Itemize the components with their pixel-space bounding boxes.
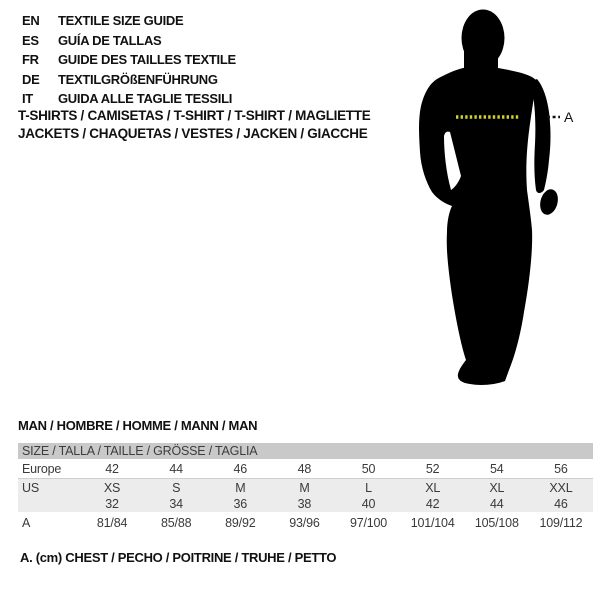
table-cell: 44 <box>169 461 183 476</box>
table-cell: 40 <box>361 497 376 511</box>
lang-label: GUIDA ALLE TAGLIE TESSILI <box>58 91 233 106</box>
table-cell: 93/96 <box>289 515 320 530</box>
lang-row-en <box>22 11 236 31</box>
measurement-footnote: A. (cm) CHEST / PECHO / POITRINE / TRUHE / PETTO <box>20 550 337 565</box>
table-cell: L <box>365 480 372 495</box>
lang-code: FR <box>22 52 39 67</box>
row-label: A <box>22 515 31 530</box>
table-cell: XS <box>103 480 121 495</box>
lang-row-de <box>22 70 236 90</box>
table-cell: 42 <box>105 461 119 476</box>
table-cell: 105/108 <box>474 515 519 530</box>
lang-code: IT <box>22 91 33 106</box>
section-heading-man: MAN / HOMBRE / HOMME / MANN / MAN <box>18 418 258 433</box>
table-row-chest-cm <box>18 512 593 533</box>
table-cell: M <box>299 480 310 495</box>
language-guide-list <box>22 11 236 109</box>
table-cell: 32 <box>105 497 119 511</box>
table-cell: 56 <box>554 461 568 476</box>
table-cell: 101/104 <box>410 515 455 530</box>
size-table <box>18 443 593 533</box>
lang-label: GUIDE DES TAILLES TEXTILE <box>58 52 236 67</box>
table-cell: S <box>172 480 181 495</box>
lang-row-es <box>22 31 236 51</box>
size-table-header: SIZE / TALLA / TAILLE / GRÖSSE / TAGLIA <box>18 443 593 459</box>
table-cell: 38 <box>297 497 312 511</box>
table-cell: XL <box>489 480 505 495</box>
lang-label: GUÍA DE TALLAS <box>58 32 162 48</box>
table-cell: 97/100 <box>350 515 388 530</box>
category-line-tshirts: T-SHIRTS / CAMISETAS / T-SHIRT / T-SHIRT / MAGLIETTE <box>18 108 371 123</box>
table-cell: 52 <box>425 461 440 476</box>
table-cell: 34 <box>169 497 183 511</box>
table-row-us-numeric <box>18 496 593 512</box>
silhouette-body <box>419 66 536 385</box>
table-cell: 89/92 <box>225 515 256 530</box>
measure-label-a: A <box>564 109 574 125</box>
table-cell: 48 <box>297 461 312 476</box>
table-cell: M <box>235 480 246 495</box>
table-cell: XL <box>425 480 441 495</box>
table-row-europe <box>18 459 593 479</box>
table-cell: 50 <box>361 461 376 476</box>
table-cell: 46 <box>554 497 568 511</box>
lang-code: EN <box>22 13 40 28</box>
table-cell: XXL <box>549 480 573 495</box>
lang-row-fr <box>22 50 236 70</box>
lang-code: DE <box>22 71 40 87</box>
row-label: US <box>22 480 39 495</box>
table-cell: 44 <box>490 497 504 511</box>
table-cell: 46 <box>233 461 248 476</box>
table-cell: 42 <box>425 497 440 511</box>
table-cell: 109/112 <box>539 515 583 530</box>
lang-row-it <box>22 89 236 109</box>
man-silhouette-figure <box>405 0 585 410</box>
lang-label: TEXTILGRÖßENFÜHRUNG <box>58 71 218 87</box>
table-cell: 36 <box>233 497 248 511</box>
table-row-us <box>18 479 593 496</box>
lang-code: ES <box>22 32 39 48</box>
silhouette-right-arm <box>532 79 551 193</box>
table-cell: 54 <box>490 461 504 476</box>
lang-label: TEXTILE SIZE GUIDE <box>58 13 184 28</box>
table-cell: 81/84 <box>96 515 128 530</box>
row-label: Europe <box>22 461 62 476</box>
table-cell: 85/88 <box>161 515 192 530</box>
category-line-jackets: JACKETS / CHAQUETAS / VESTES / JACKEN / GIACCHE <box>18 125 368 141</box>
garment-categories <box>18 107 370 142</box>
